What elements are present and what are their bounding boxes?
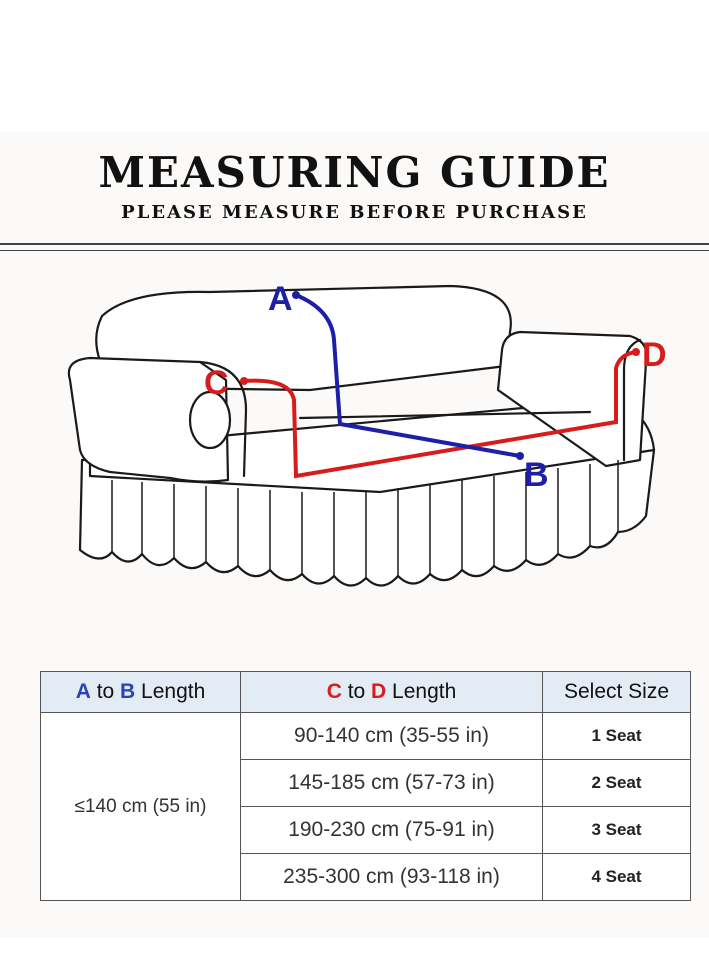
point-c-label: C bbox=[204, 364, 229, 402]
point-b-dot bbox=[516, 452, 524, 460]
size-table bbox=[40, 671, 691, 901]
point-d-label: D bbox=[642, 336, 667, 374]
point-d-dot bbox=[632, 348, 640, 356]
seat-size-cell: 1 Seat bbox=[543, 713, 691, 760]
divider-bottom bbox=[0, 250, 709, 251]
cd-range-cell: 145-185 cm (57-73 in) bbox=[241, 760, 543, 807]
page-title: MEASURING GUIDE bbox=[98, 148, 611, 197]
point-a-label: A bbox=[268, 280, 293, 318]
table-row bbox=[41, 713, 691, 760]
cd-range-cell: 190-230 cm (75-91 in) bbox=[241, 807, 543, 854]
divider-top bbox=[0, 243, 709, 245]
seat-size-cell: 4 Seat bbox=[543, 854, 691, 901]
header-ab-length: A to B Length bbox=[41, 672, 241, 713]
page-subtitle: PLEASE MEASURE BEFORE PURCHASE bbox=[121, 202, 588, 223]
ab-length-value: ≤140 cm (55 in) bbox=[41, 713, 241, 901]
point-a-dot bbox=[292, 291, 300, 299]
header-cd-length: C to D Length bbox=[241, 672, 543, 713]
cd-range-cell: 235-300 cm (93-118 in) bbox=[241, 854, 543, 901]
point-b-label: B bbox=[524, 456, 549, 494]
seat-size-cell: 2 Seat bbox=[543, 760, 691, 807]
seat-size-cell: 3 Seat bbox=[543, 807, 691, 854]
sofa-diagram bbox=[50, 270, 690, 630]
header-select-size: Select Size bbox=[543, 672, 691, 713]
cd-range-cell: 90-140 cm (35-55 in) bbox=[241, 713, 543, 760]
point-c-dot bbox=[240, 377, 248, 385]
table-header-row bbox=[41, 672, 691, 713]
